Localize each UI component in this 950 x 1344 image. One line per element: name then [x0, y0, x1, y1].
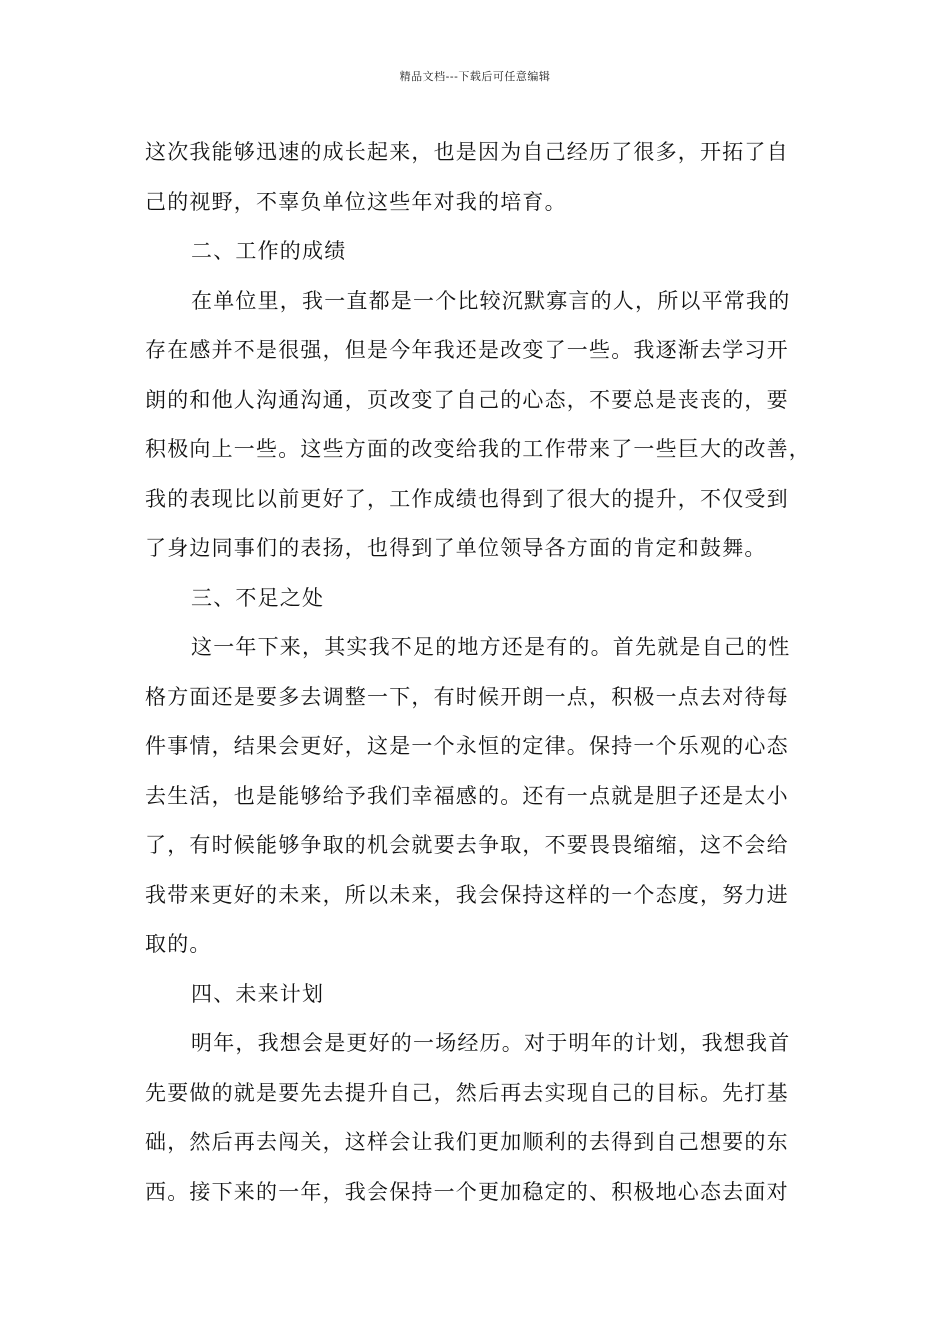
body-line: 这次我能够迅速的成长起来，也是因为自己经历了很多，开拓了自 — [145, 140, 789, 164]
body-line: 去生活，也是能够给予我们幸福感的。还有一点就是胆子还是太小 — [145, 783, 789, 808]
body-line: 件事情，结果会更好，这是一个永恒的定律。保持一个乐观的心态 — [145, 734, 789, 758]
body-line: 我的表现比以前更好了，工作成绩也得到了很大的提升，不仅受到 — [145, 486, 789, 511]
paragraph-first-line: 这一年下来，其实我不足的地方还是有的。首先就是自己的性 — [191, 635, 791, 659]
body-line: 西。接下来的一年，我会保持一个更加稳定的、积极地心态去面对 — [145, 1179, 789, 1204]
body-line: 了，有时候能够争取的机会就要去争取，不要畏畏缩缩，这不会给 — [145, 833, 789, 857]
body-line: 朗的和他人沟通沟通，页改变了自己的心态，不要总是丧丧的，要 — [145, 387, 789, 412]
body-line: 积极向上一些。这些方面的改变给我的工作带来了一些巨大的改善， — [145, 437, 811, 461]
paragraph-first-line: 明年，我想会是更好的一场经历。对于明年的计划，我想我首 — [191, 1031, 791, 1055]
document-body — [145, 128, 810, 1217]
body-line: 格方面还是要多去调整一下，有时候开朗一点，积极一点去对待每 — [145, 684, 789, 709]
page-header: 精品文档---下载后可任意编辑 — [399, 70, 551, 83]
body-line: 础，然后再去闯关，这样会让我们更加顺利的去得到自己想要的东 — [145, 1130, 789, 1154]
body-line: 存在感并不是很强，但是今年我还是改变了一些。我逐渐去学习开 — [145, 338, 789, 362]
section-heading: 三、不足之处 — [191, 585, 325, 610]
paragraph-first-line: 在单位里，我一直都是一个比较沉默寡言的人，所以平常我的 — [191, 288, 791, 313]
body-line: 我带来更好的未来，所以未来，我会保持这样的一个态度，努力进 — [145, 882, 789, 907]
section-heading: 二、工作的成绩 — [191, 239, 347, 263]
body-line: 了身边同事们的表扬，也得到了单位领导各方面的肯定和鼓舞。 — [145, 536, 767, 560]
body-line: 取的。 — [145, 932, 212, 956]
body-line: 己的视野，不辜负单位这些年对我的培育。 — [145, 189, 567, 214]
body-line: 先要做的就是要先去提升自己，然后再去实现自己的目标。先打基 — [145, 1080, 789, 1105]
section-heading: 四、未来计划 — [191, 981, 325, 1006]
